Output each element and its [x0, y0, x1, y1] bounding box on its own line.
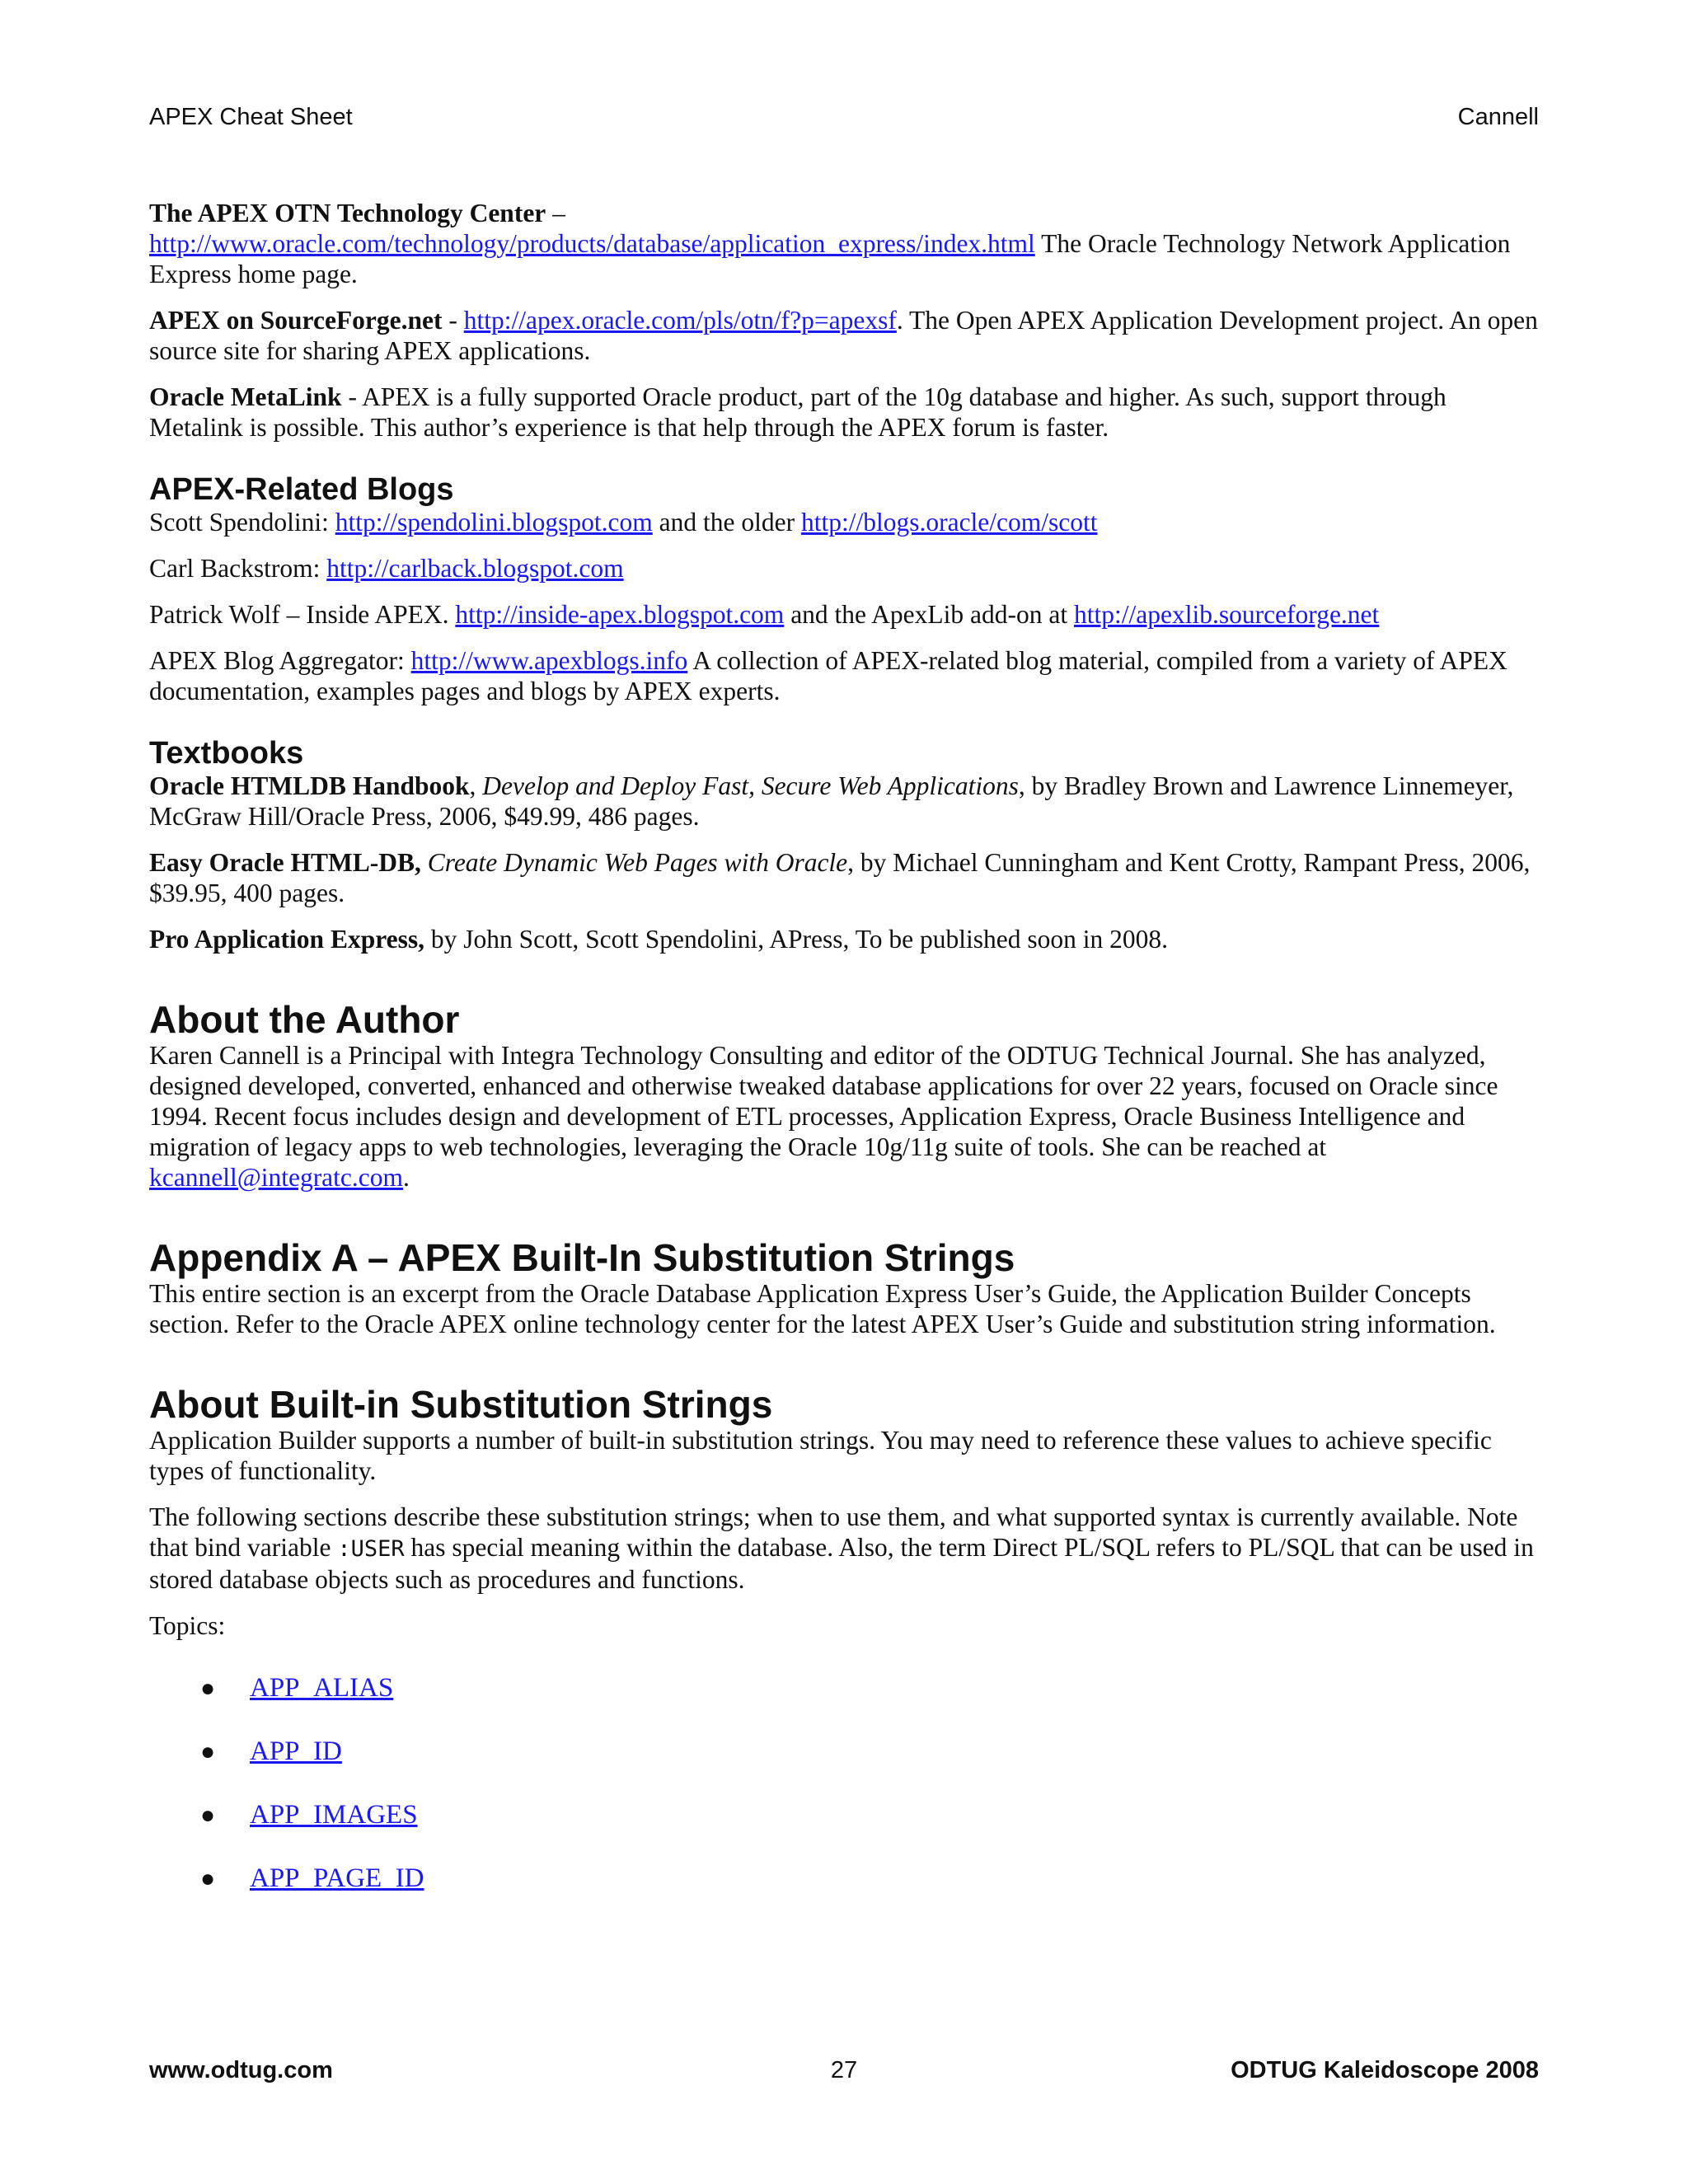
backstrom-label: Carl Backstrom: [149, 554, 327, 583]
author-bio-end: . [403, 1163, 410, 1192]
book2-title: Easy Oracle HTML-DB, [149, 848, 421, 877]
metalink-text: - APEX is a fully supported Oracle product, part of the 10g database and higher. As such, support through Metalink is possible. This author’s experience is that help through the APEX forum is faster. [149, 382, 1447, 442]
blog-backstrom [149, 553, 1542, 583]
builtin-intro: Application Builder supports a number of built-in substitution strings. You may need to reference these values to achieve specific types of functionality. [149, 1426, 1492, 1485]
book3-details: by John Scott, Scott Spendolini, APress, To be published soon in 2008. [424, 925, 1169, 954]
blog-wolf [149, 599, 1542, 630]
topics-label: Topics: [149, 1611, 226, 1640]
bind-variable-user: USER [350, 1536, 405, 1562]
bind-variable-colon: : [337, 1536, 351, 1562]
builtin-details [149, 1502, 1542, 1595]
list-item [149, 1783, 1542, 1847]
header-title: APEX Cheat Sheet [149, 104, 353, 130]
otn-link[interactable]: http://www.oracle.com/technology/products/database/application_express/index.html [149, 229, 1035, 258]
aggregator-link[interactable]: http://www.apexblogs.info [410, 646, 688, 675]
sourceforge-title: APEX on SourceForge.net [149, 306, 443, 335]
author-bio: Karen Cannell is a Principal with Integra Technology Consulting and editor of the ODTUG Technical Journal. She has analyzed, designed developed, converted, enhanced and otherwise tweaked database applications for over 22 years, focused on Oracle since 1994. Recent focus includes design and development of ETL processes, Application Express, Oracle Business Intelligence and migration of legacy apps to web technologies, leveraging the Oracle 10g/11g suite of tools. She can be reached at [149, 1041, 1498, 1161]
otn-dash: – [546, 199, 565, 227]
sourceforge-link[interactable]: http://apex.oracle.com/pls/otn/f?p=apexsf [463, 306, 897, 335]
topic-link-app-alias[interactable]: APP_ALIAS [250, 1673, 394, 1703]
author-heading: About the Author [149, 998, 460, 1041]
textbooks-heading: Textbooks [149, 736, 304, 771]
blog-aggregator [149, 645, 1542, 706]
wolf-label: Patrick Wolf – Inside APEX. [149, 600, 456, 629]
bullet-icon: ● [200, 1738, 216, 1765]
author-paragraph [149, 1040, 1542, 1193]
otn-title: The APEX OTN Technology Center [149, 199, 546, 227]
spendolini-link-older[interactable]: http://blogs.oracle/com/scott [800, 508, 1098, 537]
spendolini-link[interactable]: http://spendolini.blogspot.com [335, 508, 653, 537]
wolf-link[interactable]: http://inside-apex.blogspot.com [455, 600, 785, 629]
topic-link-app-id[interactable]: APP_ID [250, 1736, 342, 1766]
footer-website: www.odtug.com [149, 2057, 333, 2083]
book1-details: , by Bradley Brown and Lawrence Linnemeyer, McGraw Hill/Oracle Press, 2006, $49.99, 486 pages. [149, 771, 1514, 831]
aggregator-label: APEX Blog Aggregator: [149, 646, 411, 675]
wolf-mid: and the ApexLib add-on at [784, 600, 1074, 629]
bullet-icon: ● [200, 1675, 216, 1702]
sourceforge-dash: - [442, 306, 464, 335]
spendolini-label: Scott Spendolini: [149, 508, 335, 537]
aggregator-text: A collection of APEX-related blog material, compiled from a variety of APEX documentation, examples pages and blogs by APEX experts. [149, 646, 1507, 705]
book1-sep: , [469, 771, 483, 800]
author-email-link[interactable]: kcannell@integratc.com [149, 1163, 404, 1192]
header-author: Cannell [1457, 104, 1539, 130]
appendix-heading: Appendix A – APEX Built-In Substitution Strings [149, 1236, 1015, 1279]
otn-paragraph [149, 198, 1542, 289]
page-number: 27 [830, 2057, 858, 2083]
spendolini-mid: and the older [652, 508, 801, 537]
sourceforge-text: . The Open APEX Application Development project. An open source site for sharing APEX applications. [149, 306, 1538, 365]
book-pro-apex [149, 924, 1542, 954]
book-easy-oracle [149, 847, 1542, 908]
topics-list [149, 1657, 1542, 1910]
otn-text: The Oracle Technology Network Application Express home page. [149, 229, 1511, 288]
backstrom-link[interactable]: http://carlback.blogspot.com [326, 554, 624, 583]
appendix-paragraph: This entire section is an excerpt from the Oracle Database Application Express User’s Guide, the Application Builder Concepts section. Refer to the Oracle APEX online technology center for the latest APEX User’s Guide and substitution string information. [149, 1279, 1496, 1338]
list-item [149, 1720, 1542, 1783]
book2-subtitle: Create Dynamic Web Pages with Oracle [427, 848, 848, 877]
page-header [149, 104, 1539, 131]
apexlib-link[interactable]: http://apexlib.sourceforge.net [1073, 600, 1380, 629]
blog-spendolini [149, 507, 1542, 537]
book-htmldb-handbook [149, 771, 1542, 832]
metalink-paragraph [149, 382, 1542, 443]
book3-title: Pro Application Express, [149, 925, 425, 954]
book2-sep [421, 848, 428, 877]
page-footer [149, 2057, 1539, 2084]
page-body [149, 198, 1542, 1910]
topic-link-app-images[interactable]: APP_IMAGES [250, 1800, 418, 1830]
metalink-title: Oracle MetaLink [149, 382, 342, 411]
builtin-details-text-2: has special meaning within the database. Also, the term Direct PL/SQL refers to PL/SQL that can be used in stored database objects such as procedures and functions. [149, 1533, 1534, 1594]
footer-event: ODTUG Kaleidoscope 2008 [1231, 2057, 1539, 2083]
book1-subtitle: Develop and Deploy Fast, Secure Web Applications [482, 771, 1019, 800]
bullet-icon: ● [200, 1865, 216, 1892]
sourceforge-paragraph [149, 305, 1542, 366]
topic-link-app-page-id[interactable]: APP_PAGE_ID [250, 1863, 424, 1893]
builtin-heading: About Built-in Substitution Strings [149, 1383, 773, 1426]
book2-details: , by Michael Cunningham and Kent Crotty, Rampant Press, 2006, $39.95, 400 pages. [149, 848, 1531, 907]
bullet-icon: ● [200, 1802, 216, 1829]
blogs-heading: APEX-Related Blogs [149, 472, 454, 507]
builtin-details-text: The following sections describe these substitution strings; when to use them, and what supported syntax is currently available. Note that bind variable [149, 1502, 1518, 1562]
list-item [149, 1847, 1542, 1910]
list-item [149, 1657, 1542, 1720]
book1-title: Oracle HTMLDB Handbook [149, 771, 470, 800]
